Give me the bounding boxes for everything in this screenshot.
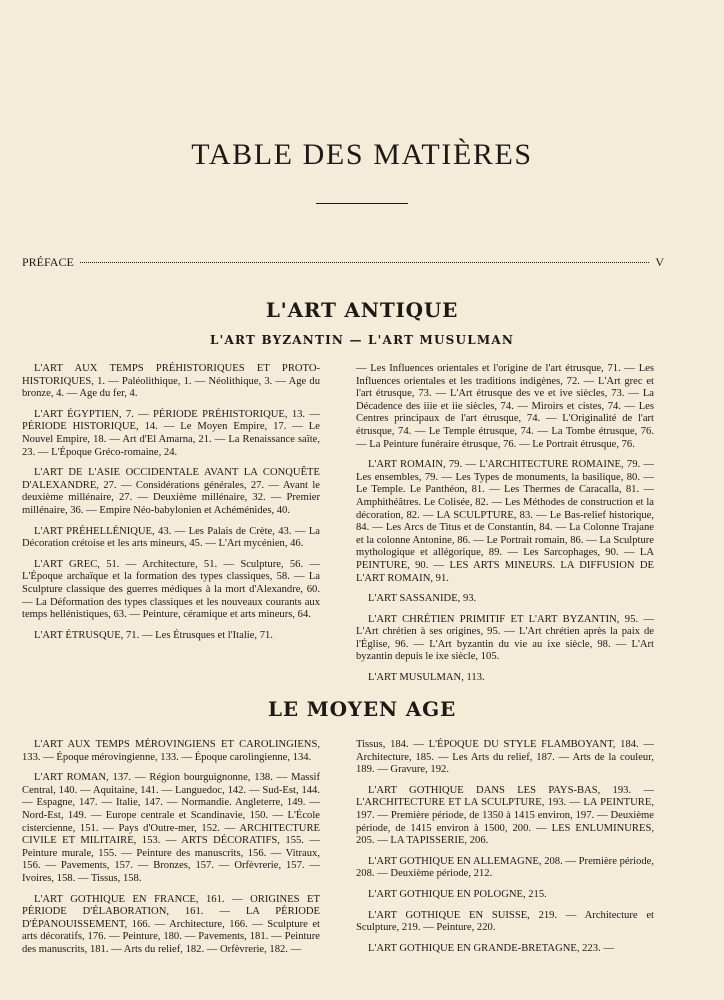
toc-entry: L'ART AUX TEMPS PRÉHISTORIQUES ET PROTO-HISTORIQUES, 1. — Paléolithique, 1. — Néolithique, 3. — Age du bronze, 4. — Age du fer, 4. [22,363,320,400]
page-title: TABLE DES MATIÈRES [191,138,533,171]
toc-entry: L'ART SASSANIDE, 93. [368,593,477,605]
preface-entry [22,255,664,270]
section-title-antique: L'ART ANTIQUE [265,298,459,322]
section-title-moyen-age: LE MOYEN AGE [267,697,457,721]
section-subtitle-antique: L'ART BYZANTIN — L'ART MUSULMAN [209,333,515,347]
toc-entry: L'ART GOTHIQUE EN GRANDE-BRETAGNE, 223. — [368,942,614,954]
toc-entry: L'ART PRÉHELLÉNIQUE, 43. — Les Palais de Crète, 43. — La Décoration crétoise et les arts mineurs, 45. — L'Art mycénien, 46. [22,525,320,550]
toc-entry: L'ART ROMAIN, 79. — L'ARCHITECTURE ROMAINE, 79. — Les ensembles, 79. — Les Types de monuments, la basilique, 80. — Le Temple. Le Panthéon, 81. — Les Thermes de Caracalla, 81. — Amphithéâtres. Le Colisée, 82. — Les Méthodes de construction et la décoration, 82. — LA SCULPTURE, 83. — Le Bas-relief historique, 84. — Les Arcs de Titus et de Constantin, 84. — La Colonne Trajane et la colonne Antonine, 86. — Le Portrait romain, 86. — La Sculpture mythologique et allégorique, 89. — Les Sarcophages, 90. — LA PEINTURE, 90. — LES ARTS MINEURS. LA DIFFUSION DE L'ART ROMAIN, 91. [356,459,654,584]
toc-column-moyen-age-left [22,739,320,965]
toc-entry: L'ART AUX TEMPS MÉROVINGIENS ET CAROLINGIENS, 133. — Époque mérovingienne, 133. — Époque carolingienne, 134. [22,739,320,763]
toc-entry: L'ART ÉTRUSQUE, 71. — Les Étrusques et l'Italie, 71. [34,629,273,641]
toc-entry: L'ART ÉGYPTIEN, 7. — PÉRIODE PRÉHISTORIQUE, 13. — PÉRIODE HISTORIQUE, 14. — Le Moyen Empire, 17. — Le Nouvel Empire, 18. — Art d'El Amarna, 21. — La Renaissance saïte, 23. — L'Époque Gréco-romaine, 24. [22,408,320,458]
preface-page: V [655,255,664,269]
toc-entry: L'ART GOTHIQUE EN POLOGNE, 215. [368,888,547,900]
toc-entry: L'ART ROMAN, 137. — Région bourguignonne, 138. — Massif Central, 140. — Aquitaine, 141. — Languedoc, 142. — Sud-Est, 144. — Espagne, 147. — Italie, 147. — Normandie. Angleterre, 149. — Nord-Est, 149. — Europe centrale et Scandinavie, 150. — L'École cistercienne, 151. — Pays d'Outre-mer, 152. — ARCHITECTURE CIVILE ET MILITAIRE, 153. — ARTS DÉCORATIFS, 155. — Peinture murale, 155. — Peinture des manuscrits, 156. — Vitraux, 156. — Pavements, 157. — Bronzes, 157. — Orfèvrerie, 157. — Ivoires, 158. — Tissus, 158. [22,772,320,884]
toc-entry: — Les Influences orientales et l'origine de l'art étrusque, 71. — Les Influences orientales et les traditions indigènes, 72. — L'Art grec et l'art étrusque, 73. — L'Art étrusque des ve et ive siècles, 73. — La Décadence des iiie et iie siècles, 74. — Miroirs et cistes, 74. — Les Centres principaux de l'art étrusque, 74. — L'Originalité de l'art étrusque, 74. — Le Temple étrusque, 74. — La Tombe étrusque, 76. — La Peinture funéraire étrusque, 76. — Le Portrait étrusque, 76. [356,363,654,450]
title-divider [316,203,408,204]
toc-entry: Tissus, 184. — L'ÉPOQUE DU STYLE FLAMBOYANT, 184. — Architecture, 185. — Les Arts du relief, 187. — Arts de la couleur, 189. — Gravure, 192. [356,739,654,776]
toc-column-antique-right [356,363,654,693]
toc-entry: L'ART GOTHIQUE EN SUISSE, 219. — Architecture et Sculpture, 219. — Peinture, 220. [356,909,654,934]
toc-entry: L'ART GOTHIQUE EN ALLEMAGNE, 208. — Première période, 208. — Deuxième période, 212. [356,855,654,880]
toc-entry: L'ART GOTHIQUE EN FRANCE, 161. — ORIGINES ET PÉRIODE D'ÉLABORATION, 161. — LA PÉRIODE D'ÉPANOUISSEMENT, 166. — Architecture, 166. — Sculpture et arts décoratifs, 176. — Peinture, 180. — Pavements, 181. — Peinture des manuscrits, 181. — Arts du relief, 182. — Orfèvrerie, 182. — [22,893,320,955]
toc-entry: L'ART CHRÉTIEN PRIMITIF ET L'ART BYZANTIN, 95. — L'Art chrétien à ses origines, 95. — L'Art chrétien après la paix de l'Église, 96. — L'Art byzantin du vie au ixe siècle, 98. — L'Art byzantin depuis le ixe siècle, 105. [356,613,654,663]
dot-leader [80,262,650,263]
toc-entry: L'ART MUSULMAN, 113. [368,672,485,684]
toc-entry: L'ART DE L'ASIE OCCIDENTALE AVANT LA CONQUÊTE D'ALEXANDRE, 27. — Considérations générales, 27. — Avant le deuxième millénaire, 27. — Deuxième millénaire, 32. — Premier millénaire, 36. — Empire Néo-babylonien et Achéménides, 40. [22,467,320,516]
toc-entry: L'ART GREC, 51. — Architecture, 51. — Sculpture, 56. — L'Époque archaïque et la formation des types classiques, 58. — La Sculpture classique des guerres médiques à la mort d'Alexandre, 60. — La Déformation des types classiques et les nouveaux courants aux temps hellénistiques, 63. — Peinture, céramique et arts mineurs, 64. [22,558,320,621]
preface-label: PRÉFACE [22,255,74,269]
toc-entry: L'ART GOTHIQUE DANS LES PAYS-BAS, 193. — L'ARCHITECTURE ET LA SCULPTURE, 193. — LA PEINTURE, 197. — Première période, de 1350 à 1415 environ, 197. — Deuxième période, de 1415 environ à 1500, 200. — LES ENLUMINURES, 205. — LA TAPISSERIE, 206. [356,784,654,847]
toc-column-antique-left [22,363,320,650]
toc-column-moyen-age-right [356,739,654,963]
